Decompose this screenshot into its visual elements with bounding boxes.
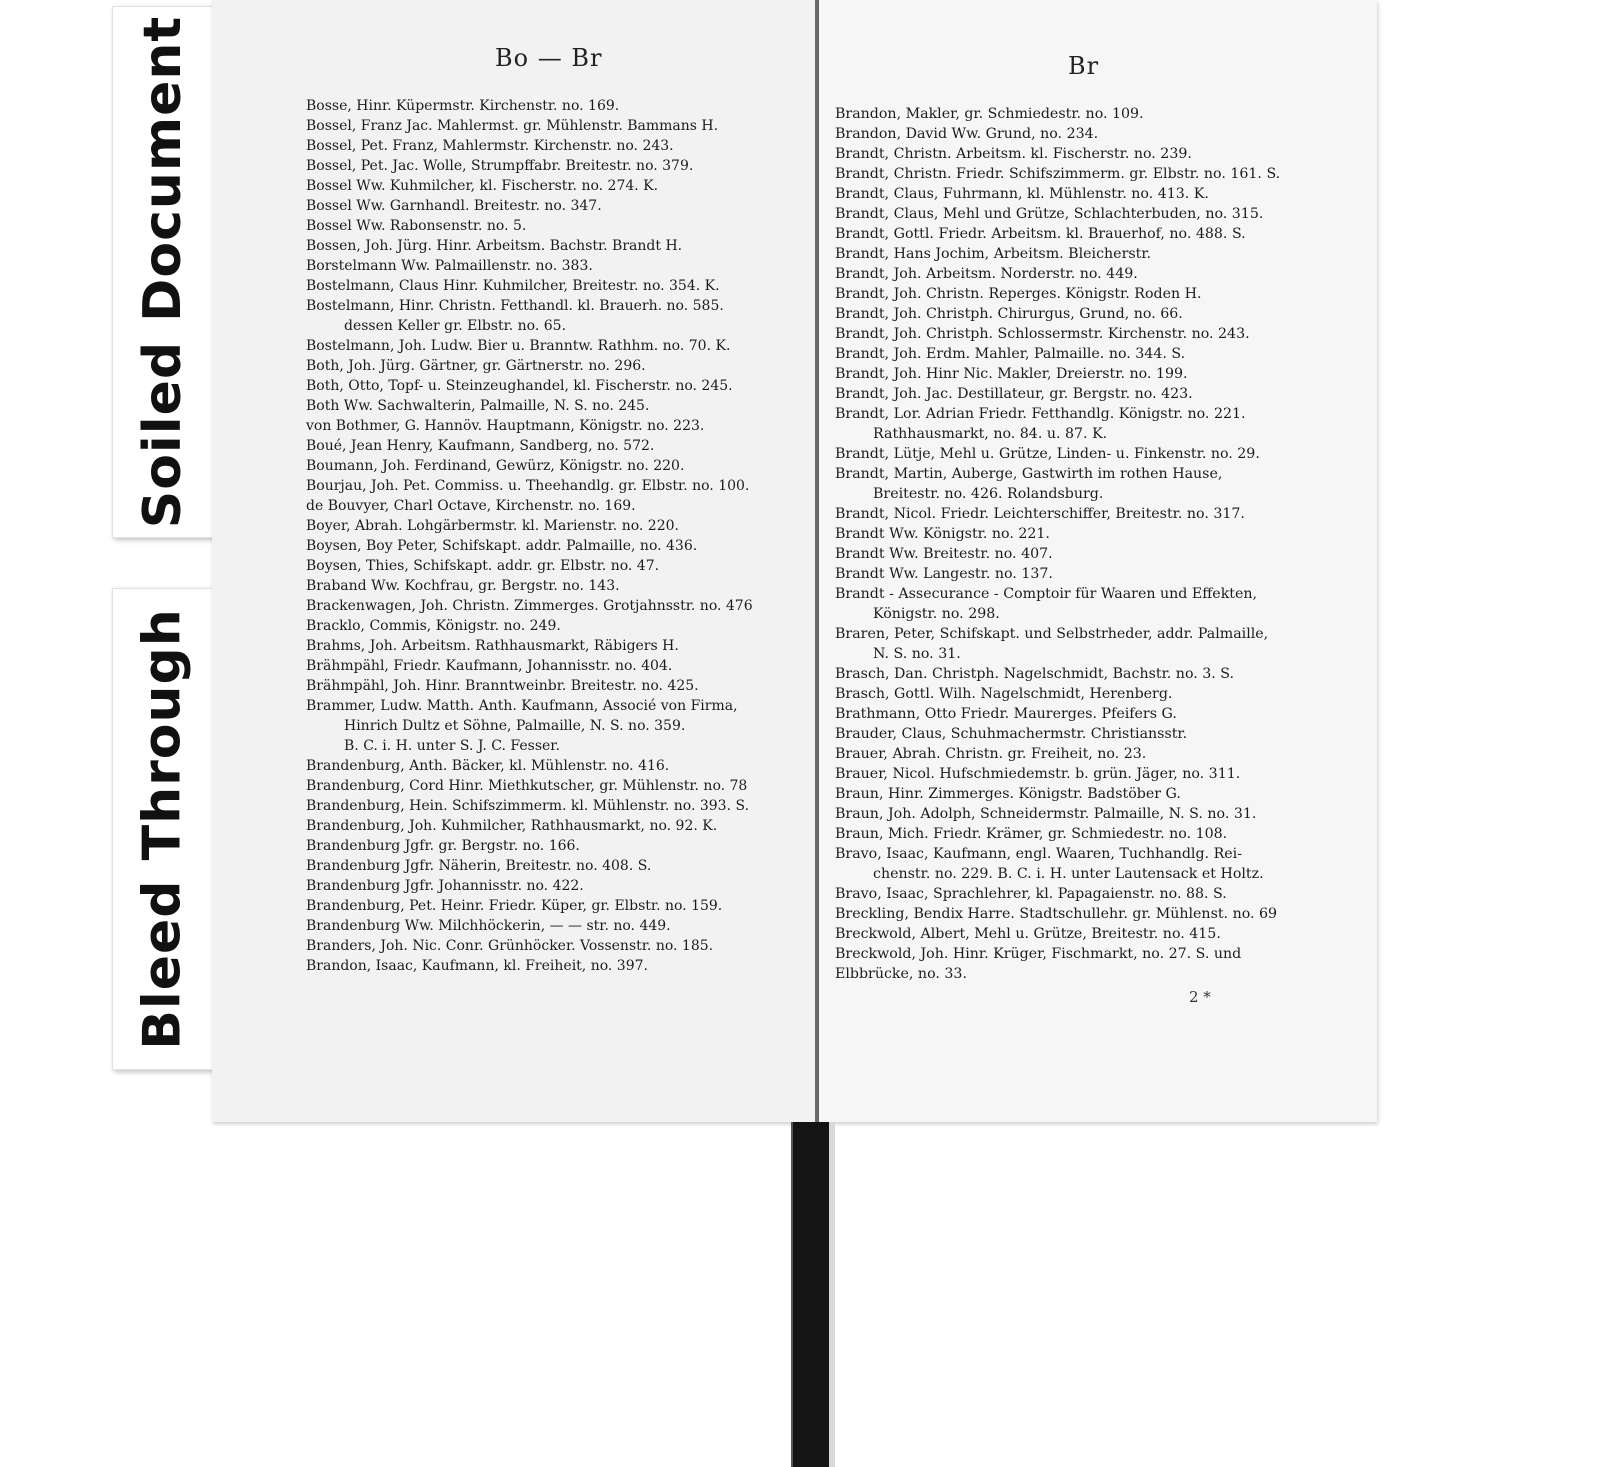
directory-entry: Brandenburg, Joh. Kuhmilcher, Rathhausmarkt, no. 92. K. xyxy=(306,818,718,834)
directory-entry: Bossen, Joh. Jürg. Hinr. Arbeitsm. Bachstr. Brandt H. xyxy=(306,238,683,254)
directory-entry: Elbbrücke, no. 33. xyxy=(835,966,967,982)
gutter-strip xyxy=(791,1122,831,1467)
directory-entry: Brandt Ww. Breitestr. no. 407. xyxy=(835,546,1053,562)
directory-entry: Bossel, Franz Jac. Mahlermst. gr. Mühlenstr. Bammans H. xyxy=(306,118,719,134)
directory-entry: Braren, Peter, Schifskapt. und Selbstrheder, addr. Palmaille, xyxy=(835,626,1269,642)
directory-entry: Bosse, Hinr. Küpermstr. Kirchenstr. no. 169. xyxy=(306,98,620,114)
directory-entry: Boyer, Abrah. Lohgärbermstr. kl. Marienstr. no. 220. xyxy=(306,518,679,534)
directory-entry: Boumann, Joh. Ferdinand, Gewürz, Königstr. no. 220. xyxy=(306,458,685,474)
directory-entry: Boué, Jean Henry, Kaufmann, Sandberg, no. 572. xyxy=(306,438,655,454)
directory-entry: Brasch, Gottl. Wilh. Nagelschmidt, Herenberg. xyxy=(835,686,1173,702)
directory-entry: Brandt, Lütje, Mehl u. Grütze, Linden- u. Finkenstr. no. 29. xyxy=(835,446,1260,462)
directory-entry: Borstelmann Ww. Palmaillenstr. no. 383. xyxy=(306,258,593,274)
directory-entry: Bostelmann, Claus Hinr. Kuhmilcher, Breitestr. no. 354. K. xyxy=(306,278,720,294)
directory-entry: Königstr. no. 298. xyxy=(873,606,1000,622)
directory-entry: Brähmpähl, Joh. Hinr. Branntweinbr. Breitestr. no. 425. xyxy=(306,678,699,694)
directory-entry: Brandt, Christn. Friedr. Schifszimmerm. gr. Elbstr. no. 161. S. xyxy=(835,166,1281,182)
right-page xyxy=(819,0,1377,1122)
directory-entry: Breckwold, Albert, Mehl u. Grütze, Breitestr. no. 415. xyxy=(835,926,1221,942)
directory-entry: Brauer, Nicol. Hufschmiedemstr. b. grün. Jäger, no. 311. xyxy=(835,766,1241,782)
right-running-head: Br xyxy=(1068,52,1100,80)
directory-entry: Braun, Joh. Adolph, Schneidermstr. Palmaille, N. S. no. 31. xyxy=(835,806,1257,822)
bleed-through-label xyxy=(112,588,214,1070)
directory-entry: Brähmpähl, Friedr. Kaufmann, Johannisstr. no. 404. xyxy=(306,658,673,674)
directory-entry: Bourjau, Joh. Pet. Commiss. u. Theehandlg. gr. Elbstr. no. 100. xyxy=(306,478,750,494)
directory-entry: Brandenburg Jgfr. Johannisstr. no. 422. xyxy=(306,878,584,894)
directory-entry: Brandt, Hans Jochim, Arbeitsm. Bleicherstr. xyxy=(835,246,1152,262)
directory-entry: Bossel, Pet. Franz, Mahlermstr. Kirchenstr. no. 243. xyxy=(306,138,674,154)
left-entry-list xyxy=(306,96,753,976)
directory-entry: Brandt, Joh. Christn. Reperges. Königstr. Roden H. xyxy=(835,286,1202,302)
directory-entry: Bravo, Isaac, Sprachlehrer, kl. Papagaienstr. no. 88. S. xyxy=(835,886,1227,902)
left-running-head: Bo — Br xyxy=(495,44,603,72)
directory-entry: Boysen, Thies, Schifskapt. addr. gr. Elbstr. no. 47. xyxy=(306,558,660,574)
directory-entry: Brauer, Abrah. Christn. gr. Freiheit, no. 23. xyxy=(835,746,1147,762)
directory-entry: Brandon, David Ww. Grund, no. 234. xyxy=(835,126,1099,142)
directory-entry: Brandenburg Jgfr. Näherin, Breitestr. no. 408. S. xyxy=(306,858,652,874)
directory-entry: Branders, Joh. Nic. Conr. Grünhöcker. Vossenstr. no. 185. xyxy=(306,938,714,954)
directory-entry: Bravo, Isaac, Kaufmann, engl. Waaren, Tuchhandlg. Rei- xyxy=(835,846,1242,862)
directory-entry: Bracklo, Commis, Königstr. no. 249. xyxy=(306,618,561,634)
directory-entry: Boysen, Boy Peter, Schifskapt. addr. Palmaille, no. 436. xyxy=(306,538,698,554)
directory-entry: N. S. no. 31. xyxy=(873,646,961,662)
directory-entry: dessen Keller gr. Elbstr. no. 65. xyxy=(344,318,567,334)
directory-entry: Brandt, Joh. Erdm. Mahler, Palmaille. no. 344. S. xyxy=(835,346,1186,362)
right-entry-list xyxy=(835,104,1280,984)
directory-entry: Brandenburg, Anth. Bäcker, kl. Mühlenstr. no. 416. xyxy=(306,758,670,774)
directory-entry: Brandt, Nicol. Friedr. Leichterschiffer, Breitestr. no. 317. xyxy=(835,506,1245,522)
directory-entry: Bostelmann, Joh. Ludw. Bier u. Branntw. Rathhm. no. 70. K. xyxy=(306,338,731,354)
directory-entry: Brandt, Joh. Hinr Nic. Makler, Dreierstr. no. 199. xyxy=(835,366,1188,382)
directory-entry: Brathmann, Otto Friedr. Maurerges. Pfeifers G. xyxy=(835,706,1177,722)
bleed-through-label-text: Bleed Through xyxy=(133,608,194,1050)
directory-entry: Brandt, Lor. Adrian Friedr. Fetthandlg. Königstr. no. 221. xyxy=(835,406,1246,422)
directory-entry: Brandon, Makler, gr. Schmiedestr. no. 109. xyxy=(835,106,1144,122)
directory-entry: Brandt, Gottl. Friedr. Arbeitsm. kl. Brauerhof, no. 488. S. xyxy=(835,226,1246,242)
directory-entry: Bossel Ww. Rabonsenstr. no. 5. xyxy=(306,218,527,234)
directory-entry: Bossel Ww. Kuhmilcher, kl. Fischerstr. no. 274. K. xyxy=(306,178,659,194)
directory-entry: Brandenburg Jgfr. gr. Bergstr. no. 166. xyxy=(306,838,580,854)
directory-entry: Bossel, Pet. Jac. Wolle, Strumpffabr. Breitestr. no. 379. xyxy=(306,158,694,174)
directory-entry: Brandt, Christn. Arbeitsm. kl. Fischerstr. no. 239. xyxy=(835,146,1192,162)
left-page xyxy=(212,0,819,1122)
directory-entry: Braband Ww. Kochfrau, gr. Bergstr. no. 143. xyxy=(306,578,620,594)
directory-entry: Brauder, Claus, Schuhmachermstr. Christiansstr. xyxy=(835,726,1188,742)
directory-entry: Breckling, Bendix Harre. Stadtschullehr. gr. Mühlenst. no. 69 xyxy=(835,906,1278,922)
soiled-document-label xyxy=(112,6,214,538)
directory-entry: Brasch, Dan. Christph. Nagelschmidt, Bachstr. no. 3. S. xyxy=(835,666,1235,682)
directory-entry: Brandt, Joh. Christph. Chirurgus, Grund, no. 66. xyxy=(835,306,1183,322)
directory-entry: Braun, Hinr. Zimmerges. Königstr. Badstöber G. xyxy=(835,786,1181,802)
directory-entry: Brandenburg, Pet. Heinr. Friedr. Küper, gr. Elbstr. no. 159. xyxy=(306,898,723,914)
directory-entry: Hinrich Dultz et Söhne, Palmaille, N. S. no. 359. xyxy=(344,718,686,734)
directory-entry: Both Ww. Sachwalterin, Palmaille, N. S. no. 245. xyxy=(306,398,650,414)
directory-entry: Breitestr. no. 426. Rolandsburg. xyxy=(873,486,1104,502)
directory-entry: Brandon, Isaac, Kaufmann, kl. Freiheit, no. 397. xyxy=(306,958,648,974)
directory-entry: Rathhausmarkt, no. 84. u. 87. K. xyxy=(873,426,1108,442)
directory-entry: de Bouvyer, Charl Octave, Kirchenstr. no. 169. xyxy=(306,498,636,514)
directory-entry: Brandt Ww. Langestr. no. 137. xyxy=(835,566,1053,582)
directory-entry: Both, Otto, Topf- u. Steinzeughandel, kl. Fischerstr. no. 245. xyxy=(306,378,733,394)
directory-entry: Braun, Mich. Friedr. Krämer, gr. Schmiedestr. no. 108. xyxy=(835,826,1228,842)
soiled-document-label-text: Soiled Document xyxy=(133,15,194,529)
directory-entry: Breckwold, Joh. Hinr. Krüger, Fischmarkt, no. 27. S. und xyxy=(835,946,1242,962)
directory-entry: von Bothmer, G. Hannöv. Hauptmann, Königstr. no. 223. xyxy=(306,418,705,434)
directory-entry: Brandt Ww. Königstr. no. 221. xyxy=(835,526,1050,542)
directory-entry: Brandt - Assecurance - Comptoir für Waaren und Effekten, xyxy=(835,586,1258,602)
directory-entry: B. C. i. H. unter S. J. C. Fesser. xyxy=(344,738,560,754)
directory-entry: Brandt, Joh. Christph. Schlossermstr. Kirchenstr. no. 243. xyxy=(835,326,1250,342)
directory-entry: Brandt, Claus, Mehl und Grütze, Schlachterbuden, no. 315. xyxy=(835,206,1264,222)
directory-entry: Brahms, Joh. Arbeitsm. Rathhausmarkt, Räbigers H. xyxy=(306,638,679,654)
gutter-edge xyxy=(829,1122,835,1467)
directory-entry: Bostelmann, Hinr. Christn. Fetthandl. kl. Brauerh. no. 585. xyxy=(306,298,724,314)
directory-entry: Brandt, Joh. Jac. Destillateur, gr. Bergstr. no. 423. xyxy=(835,386,1193,402)
directory-entry: Brandt, Joh. Arbeitsm. Norderstr. no. 449. xyxy=(835,266,1138,282)
directory-entry: Brandenburg, Cord Hinr. Miethkutscher, gr. Mühlenstr. no. 78 xyxy=(306,778,748,794)
directory-entry: Brandenburg, Hein. Schifszimmerm. kl. Mühlenstr. no. 393. S. xyxy=(306,798,750,814)
directory-entry: Brandt, Martin, Auberge, Gastwirth im rothen Hause, xyxy=(835,466,1223,482)
directory-entry: Brackenwagen, Joh. Christn. Zimmerges. Grotjahnsstr. no. 476 xyxy=(306,598,753,614)
directory-entry: Brandenburg Ww. Milchhöckerin, — — str. no. 449. xyxy=(306,918,671,934)
directory-entry: Bossel Ww. Garnhandl. Breitestr. no. 347. xyxy=(306,198,602,214)
signature-mark: 2 * xyxy=(1189,988,1211,1006)
directory-entry: Both, Joh. Jürg. Gärtner, gr. Gärtnerstr. no. 296. xyxy=(306,358,646,374)
directory-entry: chenstr. no. 229. B. C. i. H. unter Lautensack et Holtz. xyxy=(873,866,1264,882)
directory-entry: Brandt, Claus, Fuhrmann, kl. Mühlenstr. no. 413. K. xyxy=(835,186,1209,202)
directory-entry: Brammer, Ludw. Matth. Anth. Kaufmann, Associé von Firma, xyxy=(306,698,738,714)
